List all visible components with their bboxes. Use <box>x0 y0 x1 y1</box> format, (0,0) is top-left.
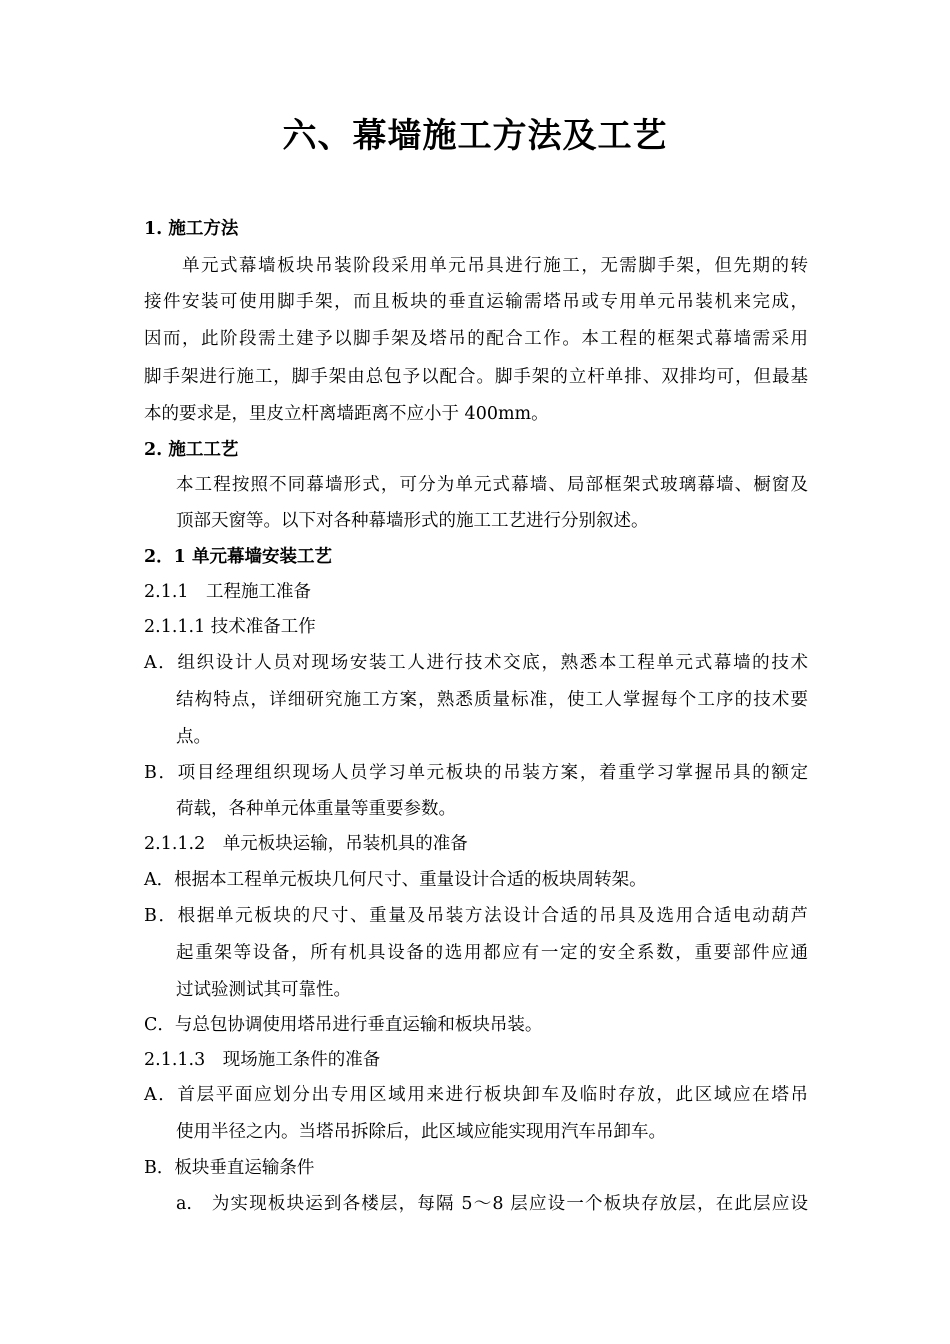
paragraph-line: 接件安装可使用脚手架，而且板块的垂直运输需塔吊或专用单元吊装机来完成， <box>144 292 808 312</box>
subsection-heading: 2.1.1.1 技术准备工作 <box>144 617 316 637</box>
subsection-heading: 2.1.1 工程施工准备 <box>144 582 312 602</box>
list-item-continuation: 荷载，各种单元体重量等重要参数。 <box>176 799 456 819</box>
list-item-continuation: 起重架等设备，所有机具设备的选用都应有一定的安全系数，重要部件应通 <box>176 943 808 963</box>
paragraph-line: 本工程按照不同幕墙形式，可分为单元式幕墙、局部框架式玻璃幕墙、橱窗及 <box>176 475 808 495</box>
section-heading-2: 2. 施工工艺 <box>144 440 239 460</box>
list-item: A．组织设计人员对现场安装工人进行技术交底，熟悉本工程单元式幕墙的技术 <box>144 653 808 673</box>
page-title: 六、幕墙施工方法及工艺 <box>282 116 668 156</box>
list-item: B．板块垂直运输条件 <box>144 1158 315 1178</box>
list-item-continuation: 结构特点，详细研究施工方案，熟悉质量标准，使工人掌握每个工序的技术要 <box>176 690 808 710</box>
list-item: B．项目经理组织现场人员学习单元板块的吊装方案，着重学习掌握吊具的额定 <box>144 763 808 783</box>
list-item-continuation: 点。 <box>176 727 211 747</box>
paragraph-line: 脚手架进行施工，脚手架由总包予以配合。脚手架的立杆单排、双排均可，但最基 <box>144 367 808 387</box>
subsection-heading: 2.1.1.2 单元板块运输，吊装机具的准备 <box>144 834 468 854</box>
subsection-heading: 2．1 单元幕墙安装工艺 <box>144 547 332 567</box>
list-item: A．首层平面应划分出专用区域用来进行板块卸车及临时存放，此区域应在塔吊 <box>144 1085 808 1105</box>
section-heading-1: 1. 施工方法 <box>144 219 239 239</box>
list-item-continuation: 过试验测试其可靠性。 <box>176 980 351 1000</box>
sub-list-item: a. 为实现板块运到各楼层，每隔 5～8 层应设一个板块存放层，在此层应设 <box>176 1194 808 1214</box>
subsection-heading: 2.1.1.3 现场施工条件的准备 <box>144 1050 381 1070</box>
list-item: B．根据单元板块的尺寸、重量及吊装方法设计合适的吊具及选用合适电动葫芦 <box>144 906 808 926</box>
list-item: C．与总包协调使用塔吊进行垂直运输和板块吊装。 <box>144 1015 543 1035</box>
paragraph-line: 因而，此阶段需土建予以脚手架及塔吊的配合工作。本工程的框架式幕墙需采用 <box>144 329 808 349</box>
list-item: A．根据本工程单元板块几何尺寸、重量设计合适的板块周转架。 <box>144 870 647 890</box>
list-item-continuation: 使用半径之内。当塔吊拆除后，此区域应能实现用汽车吊卸车。 <box>176 1122 666 1142</box>
paragraph-line: 单元式幕墙板块吊装阶段采用单元吊具进行施工，无需脚手架，但先期的转 <box>182 256 808 276</box>
paragraph-line: 顶部天窗等。以下对各种幕墙形式的施工工艺进行分别叙述。 <box>176 511 649 531</box>
paragraph-line: 本的要求是，里皮立杆离墙距离不应小于 400mm。 <box>144 404 549 424</box>
